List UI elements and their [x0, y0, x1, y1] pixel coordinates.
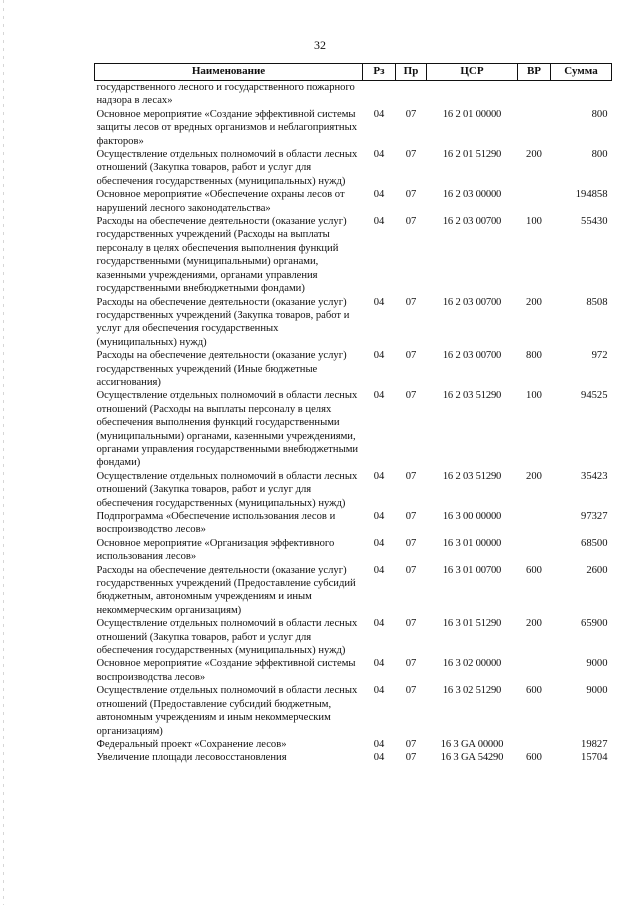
row-sum-cell: 972	[591, 350, 608, 362]
row-sum-cell: 9000	[586, 658, 608, 670]
row-csr-cell: 16 2 03 51290	[442, 470, 502, 482]
row-vr-cell: 600	[526, 564, 542, 576]
table-row	[95, 148, 612, 188]
row-vr-cell	[518, 188, 551, 215]
row-csr-cell: 16 3 00 00000	[442, 511, 502, 522]
row-rz-cell: 04	[373, 658, 385, 670]
row-csr-cell: 16 2 03 00700	[442, 296, 502, 308]
table-row	[95, 81, 612, 108]
row-name-cell: Осуществление отдельных полномочий в области лесных отношений (Предоставление субсидий бюджетным, автономным учреждениям и иным некоммерческим организациям)	[96, 685, 358, 737]
row-csr-cell	[427, 81, 518, 108]
row-rz-cell: 04	[373, 752, 385, 764]
row-name-cell: Осуществление отдельных полномочий в области лесных отношений (Закупка товаров, работ и услуг для обеспечения государственных (муниципальных) нужд)	[96, 470, 358, 509]
row-name-cell: Подпрограмма «Обеспечение использования лесов и воспроизводство лесов»	[96, 511, 336, 536]
row-name-cell: Основное мероприятие «Обеспечение охраны лесов от нарушений лесного законодательства»	[96, 189, 345, 214]
row-name-cell: Расходы на обеспечение деятельности (оказание услуг) государственных учреждений (Закупка товаров, работ и услуг для обеспечения государственных (муниципальных) нужд)	[96, 296, 350, 348]
row-vr-cell	[518, 537, 551, 564]
row-csr-cell: 16 3 GA 54290	[440, 752, 504, 764]
header-vr: ВР	[518, 64, 551, 81]
row-sum-cell: 9000	[586, 685, 608, 697]
row-name-cell: Федеральный проект «Сохранение лесов»	[96, 738, 287, 750]
row-sum-cell	[551, 81, 612, 108]
row-name-cell: Осуществление отдельных полномочий в области лесных отношений (Закупка товаров, работ и услуг для обеспечения государственных (муниципальных) нужд)	[96, 618, 358, 657]
row-pr-cell: 07	[405, 149, 417, 161]
page-number: 32	[314, 38, 326, 52]
table-row	[95, 188, 612, 215]
row-sum-cell: 19827	[581, 738, 608, 750]
header-name: Наименование	[95, 64, 363, 81]
row-rz-cell: 04	[373, 685, 385, 697]
row-pr-cell: 07	[405, 189, 417, 201]
row-name-cell: государственного лесного и государственного пожарного надзора в лесах»	[96, 82, 355, 107]
table-row	[95, 684, 612, 738]
row-pr-cell: 07	[405, 216, 417, 228]
row-pr-cell: 07	[405, 470, 417, 482]
budget-table	[94, 63, 612, 765]
row-vr-cell	[518, 738, 551, 751]
row-vr-cell: 100	[526, 390, 542, 402]
table-body	[95, 81, 612, 765]
row-pr-cell: 07	[405, 350, 417, 362]
row-pr-cell: 07	[405, 738, 417, 750]
row-pr-cell: 07	[405, 564, 417, 576]
table-row	[95, 564, 612, 618]
row-vr-cell: 600	[526, 752, 542, 764]
table-row	[95, 738, 612, 751]
row-csr-cell: 16 2 03 00700	[442, 216, 502, 228]
row-sum-cell: 65900	[581, 618, 608, 630]
row-csr-cell: 16 2 03 00000	[442, 189, 502, 201]
row-name-cell: Основное мероприятие «Создание эффективной системы защиты лесов от вредных организмов и неблагоприятных факторов»	[96, 108, 357, 147]
row-rz-cell: 04	[373, 470, 385, 482]
row-csr-cell: 16 3 GA 00000	[440, 738, 504, 750]
table-row	[95, 470, 612, 510]
row-name-cell: Расходы на обеспечение деятельности (оказание услуг) государственных учреждений (Расходы на выплаты персоналу в целях обеспечения выполнения функций государственными (муниципальными) органами, казенными учреждениями, органами управления государственными внебюджетными фондами)	[96, 216, 347, 295]
row-rz-cell: 04	[373, 564, 385, 576]
row-rz-cell	[363, 81, 396, 108]
row-pr-cell: 07	[405, 658, 417, 670]
row-vr-cell: 200	[526, 149, 542, 161]
row-sum-cell: 35423	[581, 470, 608, 482]
row-sum-cell: 194858	[575, 189, 608, 201]
table-row	[95, 510, 612, 537]
table-row	[95, 296, 612, 350]
row-name-cell: Расходы на обеспечение деятельности (оказание услуг) государственных учреждений (Иные бюджетные ассигнования)	[96, 350, 347, 388]
row-sum-cell: 15704	[581, 752, 608, 764]
row-vr-cell: 600	[526, 685, 542, 697]
row-rz-cell: 04	[373, 511, 385, 522]
row-vr-cell: 100	[526, 216, 542, 228]
row-pr-cell: 07	[405, 390, 417, 402]
row-rz-cell: 04	[373, 189, 385, 201]
row-name-cell: Осуществление отдельных полномочий в области лесных отношений (Закупка товаров, работ и услуг для обеспечения государственных (муниципальных) нужд)	[96, 149, 358, 187]
table-row	[95, 389, 612, 469]
table-row	[95, 537, 612, 564]
row-pr-cell: 07	[405, 752, 417, 764]
row-vr-cell: 200	[526, 296, 542, 308]
row-sum-cell: 8508	[586, 296, 608, 308]
table-row	[95, 751, 612, 764]
table-row	[95, 657, 612, 684]
row-csr-cell: 16 3 02 51290	[442, 685, 502, 697]
row-csr-cell: 16 2 03 51290	[442, 390, 502, 402]
header-pr: Пр	[396, 64, 427, 81]
row-rz-cell: 04	[373, 149, 385, 161]
row-name-cell: Расходы на обеспечение деятельности (оказание услуг) государственных учреждений (Предоставление субсидий бюджетным, автономным учреждениям и иным некоммерческим организациям)	[96, 564, 356, 616]
row-rz-cell: 04	[373, 108, 385, 120]
row-csr-cell: 16 2 01 00000	[442, 108, 502, 120]
header-csr: ЦСР	[427, 64, 518, 81]
row-vr-cell: 200	[526, 618, 542, 630]
row-rz-cell: 04	[373, 296, 385, 308]
row-sum-cell: 97327	[581, 511, 608, 522]
row-pr-cell: 07	[405, 537, 417, 549]
row-rz-cell: 04	[373, 537, 385, 549]
row-pr-cell: 07	[405, 511, 417, 522]
table-row	[95, 617, 612, 657]
row-vr-cell: 200	[526, 470, 542, 482]
row-vr-cell	[518, 81, 551, 108]
row-pr-cell: 07	[405, 618, 417, 630]
row-name-cell: Основное мероприятие «Организация эффективного использования лесов»	[96, 537, 335, 563]
row-sum-cell: 94525	[581, 390, 608, 402]
row-name-cell: Основное мероприятие «Создание эффективной системы воспроизводства лесов»	[96, 658, 356, 683]
row-csr-cell: 16 3 01 00000	[442, 537, 502, 549]
row-sum-cell: 800	[591, 149, 608, 161]
row-vr-cell	[518, 510, 551, 537]
table-row	[95, 215, 612, 295]
row-csr-cell: 16 2 01 51290	[442, 149, 502, 161]
row-sum-cell: 800	[591, 108, 608, 120]
table-row	[95, 108, 612, 148]
row-vr-cell: 800	[526, 350, 542, 362]
row-vr-cell	[518, 657, 551, 684]
row-csr-cell: 16 2 03 00700	[442, 350, 502, 362]
row-csr-cell: 16 3 01 00700	[442, 564, 502, 576]
row-sum-cell: 2600	[586, 564, 608, 576]
row-csr-cell: 16 3 02 00000	[442, 658, 502, 670]
row-rz-cell: 04	[373, 390, 385, 402]
row-rz-cell: 04	[373, 216, 385, 228]
row-name-cell: Увеличение площади лесовосстановления	[96, 752, 287, 764]
header-rz: Рз	[363, 64, 396, 81]
row-rz-cell: 04	[373, 350, 385, 362]
row-name-cell: Осуществление отдельных полномочий в области лесных отношений (Расходы на выплаты персоналу в целях обеспечения выполнения функций государственными (муниципальными) органами, казенными учреждениями, органами управления государственными внебюджетными фондами)	[96, 390, 359, 469]
header-sum: Сумма	[551, 64, 612, 81]
table-row	[95, 349, 612, 389]
row-sum-cell: 55430	[581, 216, 608, 228]
header-row	[95, 64, 612, 81]
scan-edge-mark	[3, 0, 4, 905]
row-rz-cell: 04	[373, 618, 385, 630]
row-pr-cell	[396, 81, 427, 108]
row-rz-cell: 04	[373, 738, 385, 750]
row-pr-cell: 07	[405, 108, 417, 120]
row-sum-cell: 68500	[581, 537, 608, 549]
row-pr-cell: 07	[405, 296, 417, 308]
row-vr-cell	[518, 108, 551, 148]
table-header	[95, 64, 612, 81]
row-csr-cell: 16 3 01 51290	[442, 618, 502, 630]
row-pr-cell: 07	[405, 685, 417, 697]
